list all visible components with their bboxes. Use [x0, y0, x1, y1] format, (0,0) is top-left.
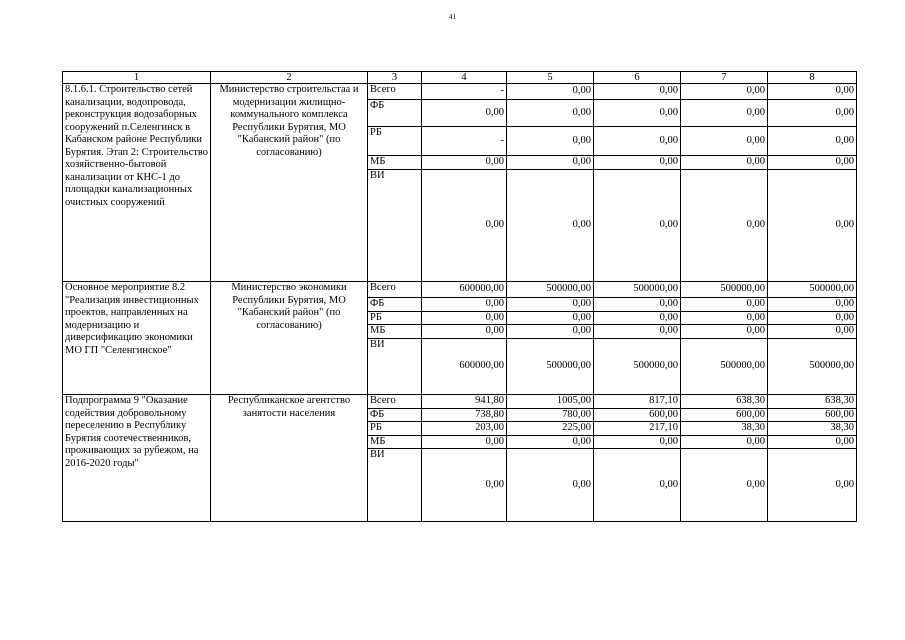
- value-cell: 0,00: [594, 156, 681, 170]
- funding-source: ФБ: [368, 408, 422, 422]
- funding-source: МБ: [368, 156, 422, 170]
- value-cell: 0,00: [594, 127, 681, 156]
- column-header-1: 1: [63, 72, 211, 84]
- value-cell: 0,00: [594, 311, 681, 325]
- value-cell: 0,00: [594, 325, 681, 339]
- value-cell: 0,00: [507, 311, 594, 325]
- value-cell: 225,00: [507, 422, 594, 436]
- value-cell: 38,30: [681, 422, 768, 436]
- column-header-5: 5: [507, 72, 594, 84]
- measure-name: Подпрограмма 9 "Оказание содействия добровольному переселению в Республику Бурятия соотечественников, проживающих за рубежом, на 2016-2020 годы": [63, 395, 211, 522]
- value-cell: 600000,00: [422, 282, 507, 298]
- value-cell: 600000,00: [422, 339, 507, 395]
- value-cell: 500000,00: [768, 282, 857, 298]
- funding-source: РБ: [368, 311, 422, 325]
- table-row: [63, 282, 857, 298]
- value-cell: 0,00: [768, 127, 857, 156]
- funding-source: РБ: [368, 127, 422, 156]
- value-cell: 0,00: [681, 449, 768, 522]
- value-cell: 0,00: [768, 156, 857, 170]
- value-cell: 0,00: [768, 435, 857, 449]
- value-cell: -: [422, 127, 507, 156]
- value-cell: 0,00: [594, 170, 681, 282]
- value-cell: 0,00: [507, 435, 594, 449]
- value-cell: -: [422, 84, 507, 100]
- value-cell: 600,00: [681, 408, 768, 422]
- funding-source: ВИ: [368, 449, 422, 522]
- value-cell: 500000,00: [507, 339, 594, 395]
- value-cell: 0,00: [422, 100, 507, 127]
- value-cell: 0,00: [422, 170, 507, 282]
- value-cell: 500000,00: [681, 339, 768, 395]
- value-cell: 0,00: [681, 127, 768, 156]
- column-header-3: 3: [368, 72, 422, 84]
- value-cell: 0,00: [594, 100, 681, 127]
- value-cell: 780,00: [507, 408, 594, 422]
- column-header-6: 6: [594, 72, 681, 84]
- column-header-7: 7: [681, 72, 768, 84]
- funding-source: Всего: [368, 282, 422, 298]
- value-cell: 500000,00: [507, 282, 594, 298]
- measure-name: 8.1.6.1. Строительство сетей канализации, водопровода, реконструкция водозаборных сооружений п.Селенгинск в Кабанском районе Республики Бурятия. Этап 2: Строительство хозяйственно-бытовой канализации от КНС-1 до площадки канализационных очистных сооружений: [63, 84, 211, 282]
- page-number: 41: [449, 13, 456, 21]
- value-cell: 0,00: [681, 298, 768, 312]
- table-row: [63, 395, 857, 409]
- funding-source: РБ: [368, 422, 422, 436]
- value-cell: 0,00: [768, 311, 857, 325]
- value-cell: 0,00: [507, 84, 594, 100]
- value-cell: 0,00: [768, 170, 857, 282]
- value-cell: 600,00: [768, 408, 857, 422]
- value-cell: 0,00: [681, 100, 768, 127]
- value-cell: 0,00: [507, 156, 594, 170]
- value-cell: 0,00: [507, 100, 594, 127]
- value-cell: 941,80: [422, 395, 507, 409]
- funding-source: Всего: [368, 395, 422, 409]
- value-cell: 0,00: [681, 170, 768, 282]
- value-cell: 0,00: [507, 170, 594, 282]
- value-cell: 0,00: [422, 449, 507, 522]
- value-cell: 500000,00: [768, 339, 857, 395]
- funding-source: МБ: [368, 435, 422, 449]
- value-cell: 0,00: [768, 449, 857, 522]
- value-cell: 0,00: [681, 156, 768, 170]
- value-cell: 0,00: [422, 298, 507, 312]
- value-cell: 0,00: [507, 325, 594, 339]
- value-cell: 0,00: [422, 311, 507, 325]
- value-cell: 0,00: [594, 298, 681, 312]
- value-cell: 638,30: [768, 395, 857, 409]
- column-header-8: 8: [768, 72, 857, 84]
- column-header-2: 2: [211, 72, 368, 84]
- funding-source: МБ: [368, 325, 422, 339]
- value-cell: 500000,00: [681, 282, 768, 298]
- value-cell: 0,00: [507, 449, 594, 522]
- funding-source: ВИ: [368, 339, 422, 395]
- responsible-executor: Министерство экономики Республики Бурятия, МО "Кабанский район" (по согласованию): [211, 282, 368, 395]
- column-header-4: 4: [422, 72, 507, 84]
- funding-source: ФБ: [368, 298, 422, 312]
- table-row: [63, 84, 857, 100]
- value-cell: 0,00: [594, 449, 681, 522]
- value-cell: 0,00: [594, 435, 681, 449]
- value-cell: 0,00: [681, 325, 768, 339]
- value-cell: 1005,00: [507, 395, 594, 409]
- value-cell: 0,00: [422, 435, 507, 449]
- value-cell: 0,00: [594, 84, 681, 100]
- funding-source: ФБ: [368, 100, 422, 127]
- responsible-executor: Республиканское агентство занятости населения: [211, 395, 368, 522]
- value-cell: 600,00: [594, 408, 681, 422]
- value-cell: 0,00: [681, 435, 768, 449]
- value-cell: 38,30: [768, 422, 857, 436]
- value-cell: 217,10: [594, 422, 681, 436]
- value-cell: 0,00: [422, 325, 507, 339]
- value-cell: 0,00: [681, 84, 768, 100]
- value-cell: 817,10: [594, 395, 681, 409]
- value-cell: 500000,00: [594, 339, 681, 395]
- value-cell: 500000,00: [594, 282, 681, 298]
- value-cell: 638,30: [681, 395, 768, 409]
- header-row: [63, 72, 857, 84]
- value-cell: 203,00: [422, 422, 507, 436]
- value-cell: 0,00: [507, 298, 594, 312]
- value-cell: 0,00: [768, 298, 857, 312]
- value-cell: 0,00: [422, 156, 507, 170]
- value-cell: 0,00: [768, 100, 857, 127]
- value-cell: 0,00: [768, 84, 857, 100]
- funding-source: ВИ: [368, 170, 422, 282]
- value-cell: 0,00: [768, 325, 857, 339]
- measure-name: Основное мероприятие 8.2 "Реализация инвестиционных проектов, направленных на модернизацию и диверсификацию экономики МО ГП "Селенгинское": [63, 282, 211, 395]
- budget-table: [62, 71, 857, 522]
- value-cell: 738,80: [422, 408, 507, 422]
- responsible-executor: Министерство строительстаа и модернизации жилищно-коммунального комплекса Республики Бурятия, МО "Кабанский район" (по согласованию): [211, 84, 368, 282]
- value-cell: 0,00: [507, 127, 594, 156]
- funding-source: Всего: [368, 84, 422, 100]
- value-cell: 0,00: [681, 311, 768, 325]
